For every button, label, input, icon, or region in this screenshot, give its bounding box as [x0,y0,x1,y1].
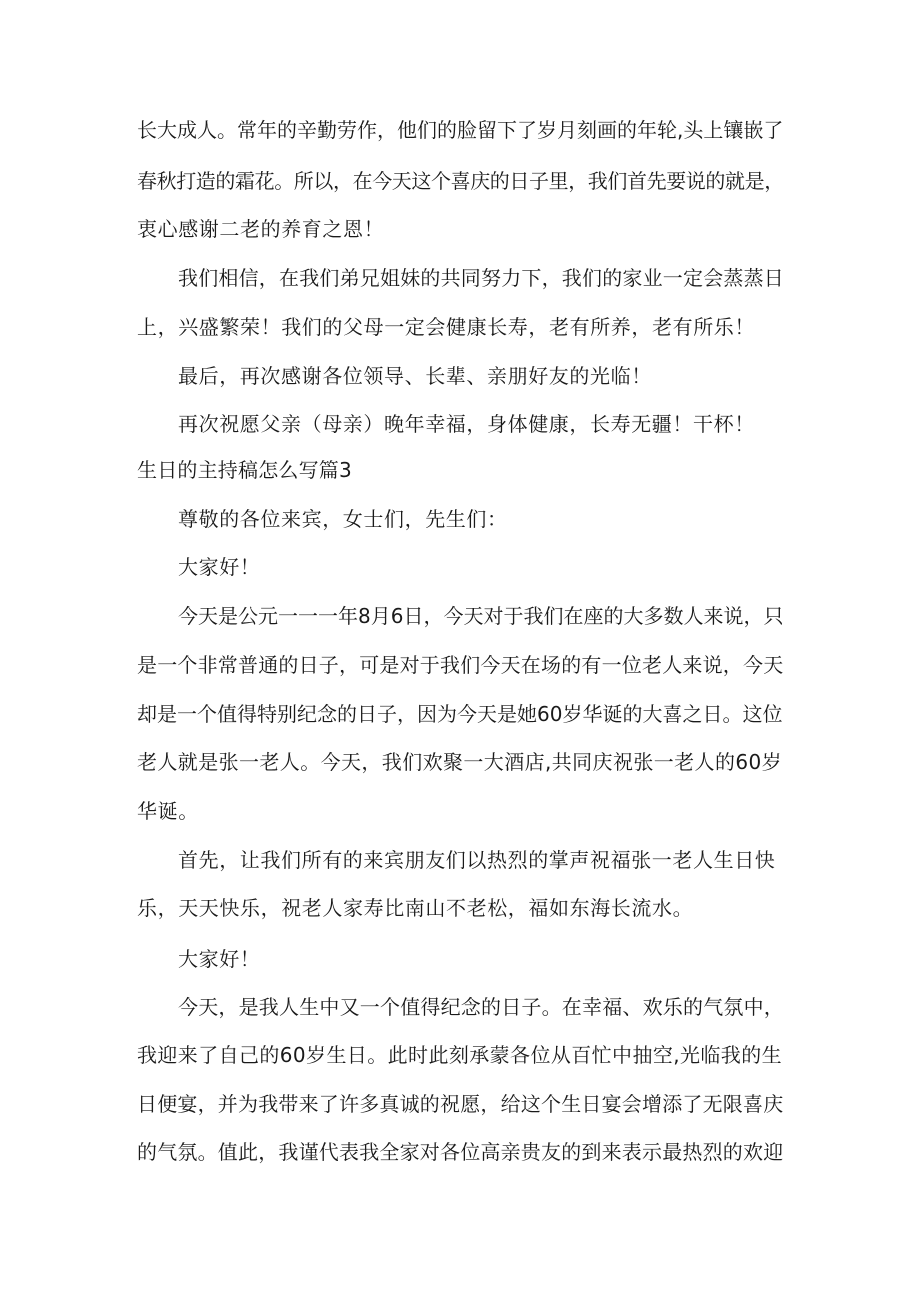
paragraph-line: 首先，让我们所有的来宾朋友们以热烈的掌声祝福张一老人生日快 [178,848,776,872]
paragraph-line: 我迎来了自己的60岁生日。此时此刻承蒙各位从百忙中抽空,光临我的生 [137,1043,783,1067]
paragraph-line: 老人就是张一老人。今天，我们欢聚一大酒店,共同庆祝张一老人的60岁 [137,750,783,774]
paragraph-line: 尊敬的各位来宾，女士们，先生们： [178,507,508,531]
paragraph-line: 日便宴，并为我带来了许多真诚的祝愿，给这个生日宴会增添了无限喜庆 [137,1092,784,1116]
paragraph-line: 是一个非常普通的日子，可是对于我们今天在场的有一位老人来说，今天 [137,653,784,677]
paragraph-line: 春秋打造的霜花。所以，在今天这个喜庆的日子里，我们首先要说的就是， [137,169,784,193]
paragraph-line: 今天是公元一一一年8月6日，今天对于我们在座的大多数人来说，只 [178,604,784,628]
paragraph-line: 我们相信，在我们弟兄姐妹的共同努力下，我们的家业一定会蒸蒸日 [178,266,784,290]
paragraph-line: 却是一个值得特别纪念的日子，因为今天是她60岁华诞的大喜之日。这位 [137,702,783,726]
paragraph-line: 今天，是我人生中又一个值得纪念的日子。在幸福、欢乐的气氛中， [178,995,784,1019]
paragraph-line: 再次祝愿父亲（母亲）晚年幸福，身体健康，长寿无疆！干杯！ [178,412,755,436]
paragraph-line: 的气氛。值此，我谨代表我全家对各位高亲贵友的到来表示最热烈的欢迎 [137,1140,784,1164]
section-heading: 生日的主持稿怎么写篇3 [137,458,352,482]
paragraph-line: 长大成人。常年的辛勤劳作，他们的脸留下了岁月刻画的年轮,头上镶嵌了 [137,118,784,142]
paragraph-line: 乐，天天快乐，祝老人家寿比南山不老松，福如东海长流水。 [137,896,694,920]
paragraph-line: 上，兴盛繁荣！我们的父母一定会健康长寿，老有所养，老有所乐！ [137,315,755,339]
paragraph-line: 衷心感谢二老的养育之恩！ [137,217,385,241]
paragraph-line: 大家好！ [178,947,261,971]
paragraph-line: 最后，再次感谢各位领导、长辈、亲朋好友的光临！ [178,364,652,388]
paragraph-line: 华诞。 [137,799,199,823]
paragraph-line: 大家好！ [178,555,261,579]
